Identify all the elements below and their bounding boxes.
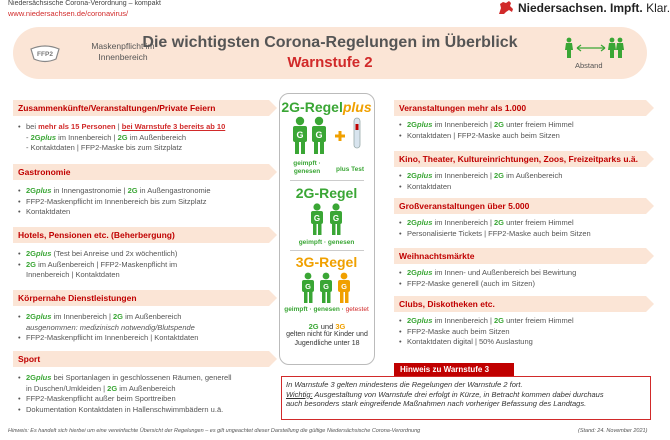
rule-2g-caption: geimpft · genesen bbox=[298, 239, 355, 246]
svg-text:G: G bbox=[315, 130, 323, 140]
text-run: FFP2-Maskenpflicht im Innenbereich bis zum Sitzplatz bbox=[26, 196, 207, 206]
svg-text:G: G bbox=[323, 282, 329, 291]
card-body bbox=[394, 171, 562, 192]
list-item bbox=[394, 182, 562, 193]
text-run: 2G bbox=[107, 383, 118, 393]
text-run: plus bbox=[417, 316, 433, 325]
list-item bbox=[394, 327, 574, 338]
rule-2g-plus-title-plus: plus bbox=[342, 99, 372, 115]
warning-note-heading: Hinweis zu Warnstufe 3 bbox=[394, 363, 514, 377]
text-run: FFP2-Maskenpflicht außer beim Sporttreiben bbox=[26, 394, 176, 403]
warning-note-box bbox=[281, 376, 651, 420]
card-body bbox=[13, 373, 232, 415]
bullet-icon: • bbox=[18, 404, 21, 414]
rule-2g-title: 2G-Regel bbox=[295, 185, 358, 201]
bullet-icon: • bbox=[399, 130, 402, 140]
document-caption: Niedersächsische Corona-Verordnung – kompakt bbox=[8, 0, 161, 7]
bullet-icon: • bbox=[399, 268, 402, 277]
text-run: 2G bbox=[407, 120, 418, 129]
text-run: 2G bbox=[26, 249, 37, 258]
list-item bbox=[13, 405, 232, 416]
bullet-icon: • bbox=[399, 228, 402, 238]
text-run: 2G bbox=[26, 312, 37, 321]
rule-3g-caption-tested: getestet bbox=[345, 306, 369, 313]
text-run: 2G bbox=[494, 171, 505, 180]
text-run: FFP2-Maske generell (auch im Sitzen) bbox=[407, 278, 535, 288]
text-run: im Innenbereich | bbox=[432, 218, 495, 227]
text-run: plus bbox=[417, 171, 433, 180]
text-run: - Kontaktdaten | FFP2-Maske bis zum Sitzplatz bbox=[26, 143, 183, 152]
card-heading: Gastronomie bbox=[13, 164, 269, 180]
text-run: 2G bbox=[407, 171, 418, 180]
text-run: Personalisierte Tickets | FFP2-Maske auch beim Sitzen bbox=[407, 228, 591, 238]
bullet-icon: • bbox=[399, 326, 402, 336]
text-run: bei Sportanlagen in geschlossenen Räumen, generell bbox=[51, 373, 232, 382]
bullet-icon: • bbox=[18, 249, 21, 258]
card-body bbox=[13, 122, 225, 154]
rule-2g-plus-title bbox=[280, 99, 373, 115]
brand-claim-end: Klar. bbox=[646, 1, 670, 15]
card-heading: Clubs, Diskotheken etc. bbox=[394, 296, 646, 312]
list-item bbox=[394, 229, 591, 240]
brand-claim bbox=[518, 1, 670, 15]
rule-2g-plus-title-main: 2G-Regel bbox=[281, 99, 343, 115]
list-item bbox=[13, 333, 198, 344]
text-run: plus bbox=[36, 186, 52, 195]
vaccinated-recovered-plus-test-figures-icon bbox=[288, 116, 368, 158]
text-run: 2G bbox=[26, 373, 37, 382]
note-3g: 3G bbox=[335, 322, 346, 331]
text-run: 2G bbox=[494, 316, 505, 325]
warning-note-line-1: In Warnstufe 3 gelten mindestens die Regelungen der Warnstufe 2 fort. bbox=[286, 380, 523, 389]
card-body bbox=[13, 312, 198, 344]
bullet-icon: • bbox=[18, 207, 21, 216]
text-run: 2G bbox=[407, 218, 418, 227]
text-run: Dokumentation Kontaktdaten in Hallenschwimmbädern u.ä. bbox=[26, 404, 224, 414]
list-item bbox=[394, 279, 576, 290]
list-item bbox=[13, 122, 225, 133]
list-item bbox=[13, 270, 177, 281]
divider bbox=[290, 250, 364, 251]
text-run: unter freiem Himmel bbox=[504, 316, 574, 325]
text-run: Innenbereich | Kontaktdaten bbox=[26, 270, 120, 279]
rule-3g-caption bbox=[280, 306, 373, 314]
text-run: 2G bbox=[494, 218, 505, 227]
bullet-icon: • bbox=[399, 316, 402, 325]
text-run: ausgenommen: medizinisch notwendig/Blutspende bbox=[26, 322, 195, 332]
text-run: Kontaktdaten | FFP2-Maske auch beim Sitzen bbox=[407, 130, 560, 140]
bullet-icon: • bbox=[18, 394, 21, 403]
text-run: im Innenbereich | bbox=[432, 171, 495, 180]
warning-note-line-3: auch besonders stark eingreifende Maßnahmen nach vorheriger Befassung des Landtags. bbox=[286, 399, 587, 409]
list-item bbox=[394, 268, 576, 279]
source-url-link[interactable]: www.niedersachsen.de/coronavirus/ bbox=[8, 9, 129, 18]
bullet-icon: • bbox=[399, 337, 402, 346]
text-run: im Innenbereich | bbox=[432, 120, 495, 129]
list-item bbox=[13, 133, 225, 144]
text-run: | bbox=[115, 122, 122, 131]
warning-level-title: Warnstufe 2 bbox=[287, 54, 373, 71]
svg-text:G: G bbox=[313, 214, 321, 223]
text-run: Kontaktdaten bbox=[26, 207, 71, 216]
text-run: FFP2-Maskenpflicht im Innenbereich | Kontaktdaten bbox=[26, 333, 199, 342]
rule-3g-caption-main: geimpft · genesen · bbox=[284, 306, 346, 313]
text-run: im Außenbereich bbox=[117, 383, 176, 393]
text-run: plus bbox=[417, 120, 433, 129]
text-run: in Innengastronomie | bbox=[51, 186, 128, 195]
bullet-icon: • bbox=[18, 122, 21, 131]
card-body bbox=[394, 316, 574, 348]
svg-text:G: G bbox=[305, 282, 311, 291]
text-run: bei Warnstufe 3 bereits ab 10 bbox=[121, 122, 226, 131]
card-body bbox=[394, 218, 591, 239]
header-banner bbox=[13, 27, 647, 79]
list-item bbox=[13, 197, 211, 208]
card-heading: Weihnachtsmärkte bbox=[394, 248, 646, 264]
bullet-icon: • bbox=[399, 218, 402, 227]
card-heading: Großveranstaltungen über 5.000 bbox=[394, 198, 646, 214]
text-run: im Innen- und Außenbereich bei Bewirtung bbox=[432, 268, 577, 277]
list-item bbox=[394, 218, 591, 229]
bullet-icon: • bbox=[18, 373, 21, 382]
divider bbox=[290, 180, 364, 181]
warning-note-important: Wichtig: bbox=[286, 389, 313, 399]
text-run: in Außengastronomie bbox=[137, 186, 211, 195]
text-run: unter freiem Himmel bbox=[504, 120, 574, 129]
text-run: plus bbox=[36, 249, 52, 258]
list-item bbox=[13, 373, 232, 384]
list-item bbox=[13, 312, 198, 323]
text-run: 2G bbox=[494, 120, 505, 129]
text-run: 2G bbox=[407, 268, 418, 277]
text-run: plus bbox=[36, 373, 52, 382]
vaccinated-recovered-figures-icon bbox=[308, 203, 348, 237]
text-run: unter freiem Himmel bbox=[504, 218, 574, 227]
list-item bbox=[13, 384, 232, 395]
warning-note-line-2 bbox=[286, 390, 646, 400]
text-run: 2G bbox=[26, 259, 37, 269]
text-run: 2G bbox=[127, 186, 138, 195]
text-run: bei bbox=[26, 122, 39, 131]
footer-date: (Stand: 24. November 2021) bbox=[578, 428, 648, 434]
card-body bbox=[13, 249, 177, 281]
text-run: FFP2-Maske auch beim Sitzen bbox=[407, 326, 510, 336]
vaccinated-recovered-tested-figures-icon bbox=[300, 272, 354, 304]
text-run: Kontaktdaten digital | 50% Auslastung bbox=[407, 337, 533, 346]
warning-note-line-2-text: Ausgestaltung von Warnstufe drei erfolgt in Kürze, in Betracht kommen dabei durchaus bbox=[312, 389, 604, 399]
bullet-icon: • bbox=[399, 171, 402, 180]
mask-badge-text: FFP2 bbox=[37, 51, 53, 58]
minors-exemption-note bbox=[282, 322, 372, 348]
text-run: 2G bbox=[26, 186, 37, 195]
card-heading: Veranstaltungen mehr als 1.000 bbox=[394, 100, 646, 116]
text-run: im Innenbereich | bbox=[432, 316, 495, 325]
bullet-icon: • bbox=[399, 278, 402, 288]
text-run: im Außenbereich bbox=[504, 171, 563, 180]
text-run: im Außenbereich bbox=[123, 312, 182, 321]
card-heading: Sport bbox=[13, 351, 269, 367]
niedersachsen-horse-icon bbox=[497, 0, 515, 16]
page-title: Die wichtigsten Corona-Regelungen im Überblick bbox=[142, 34, 518, 51]
card-body bbox=[13, 186, 211, 218]
note-and: und bbox=[318, 322, 336, 331]
list-item bbox=[13, 143, 225, 154]
text-run: (Test bei Anreise und 2x wöchentlich) bbox=[51, 249, 178, 258]
text-run: 2G bbox=[30, 132, 41, 142]
distance-label: Abstand bbox=[575, 61, 603, 70]
card-body bbox=[394, 120, 574, 141]
list-item bbox=[394, 131, 574, 142]
text-run: plus bbox=[40, 132, 57, 142]
list-item bbox=[13, 260, 177, 271]
list-item bbox=[13, 186, 211, 197]
svg-text:G: G bbox=[332, 214, 340, 223]
brand-claim-main: Niedersachsen. Impft. bbox=[518, 1, 643, 15]
list-item bbox=[394, 120, 574, 131]
text-run: 2G bbox=[407, 316, 418, 325]
text-run: plus bbox=[417, 268, 433, 277]
note-text: gelten nicht für Kinder und Jugendliche unter 18 bbox=[286, 331, 368, 347]
text-run: im Außenbereich bbox=[127, 132, 186, 142]
list-item bbox=[394, 316, 574, 327]
footer-disclaimer: Hinweis: Es handelt sich hierbei um eine vereinfachte Übersicht der Regelungen – es gilt ungeachtet dieser Darstellung die gültige Niedersächsische Corona-Verordnung bbox=[8, 428, 421, 434]
card-heading: Hotels, Pensionen etc. (Beherbergung) bbox=[13, 227, 269, 243]
bullet-icon: • bbox=[399, 120, 402, 129]
text-run: 2G bbox=[117, 132, 128, 142]
card-heading: Zusammenkünfte/Veranstaltungen/Private Feiern bbox=[13, 100, 269, 116]
text-run: im Innenbereich | bbox=[51, 312, 114, 321]
text-run: 2G bbox=[113, 312, 124, 321]
bullet-icon: • bbox=[18, 196, 21, 206]
rule-plus-test-caption: plus Test bbox=[335, 166, 365, 173]
text-run: - bbox=[26, 132, 31, 142]
list-item bbox=[13, 249, 177, 260]
note-2g: 2G bbox=[308, 322, 319, 331]
bullet-icon: • bbox=[399, 181, 402, 191]
bullet-icon: • bbox=[18, 259, 21, 269]
text-run: im Innenbereich | bbox=[56, 132, 118, 142]
card-heading: Kino, Theater, Kultureinrichtungen, Zoos, Freizeitparks u.ä. bbox=[394, 151, 646, 167]
rule-2g-plus-caption: geimpft · genesen bbox=[293, 160, 321, 175]
distance-people-icon bbox=[563, 37, 625, 59]
text-run: in Duschen/Umkleiden | bbox=[26, 383, 108, 393]
text-run: mehr als 15 Personen bbox=[38, 122, 116, 131]
list-item bbox=[13, 394, 232, 405]
list-item bbox=[13, 323, 198, 334]
list-item bbox=[394, 337, 574, 348]
card-heading: Körpernahe Dienstleistungen bbox=[13, 290, 269, 306]
text-run: Kontaktdaten bbox=[407, 181, 452, 191]
rule-3g-title: 3G-Regel bbox=[295, 254, 358, 270]
bullet-icon: • bbox=[18, 333, 21, 342]
svg-text:G: G bbox=[296, 130, 304, 140]
svg-text:G: G bbox=[341, 282, 347, 291]
bullet-icon: • bbox=[18, 186, 21, 195]
list-item bbox=[13, 207, 211, 218]
text-run: im Außenbereich | FFP2-Maskenpflicht im bbox=[36, 259, 178, 269]
card-body bbox=[394, 268, 576, 289]
bullet-icon: • bbox=[18, 312, 21, 321]
text-run: plus bbox=[36, 312, 52, 321]
text-run: plus bbox=[417, 218, 433, 227]
mask-requirement-label: Maskenpflicht im Innenbereich bbox=[91, 41, 155, 62]
list-item bbox=[394, 171, 562, 182]
rules-legend-box bbox=[279, 93, 375, 365]
